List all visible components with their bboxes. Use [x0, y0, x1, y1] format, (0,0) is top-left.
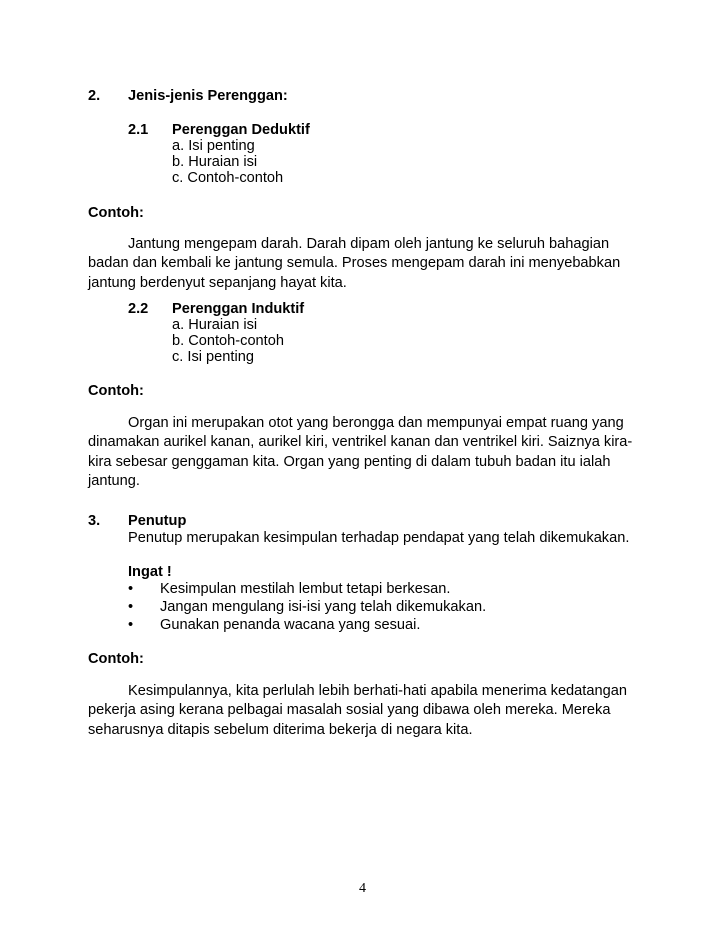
paragraph-line: Jantung mengepam darah. Darah dipam oleh jantung ke seluruh bahagian — [128, 236, 610, 252]
section-2-number: 2. — [88, 88, 101, 104]
example-label: Contoh: — [88, 383, 144, 399]
list-item: a. Isi penting — [172, 138, 255, 154]
section-3-title: Penutup — [128, 513, 187, 529]
paragraph-line: pekerja asing kerana pelbagai masalah sosial yang dibawa oleh mereka. Mereka — [88, 702, 611, 719]
subsection-2-2-number: 2.2 — [128, 301, 149, 317]
page-number: 4 — [359, 881, 366, 896]
example-label: Contoh: — [88, 205, 144, 221]
subsection-2-1-title: Perenggan Deduktif — [172, 122, 310, 138]
list-item: c. Contoh-contoh — [172, 170, 284, 186]
bullet: • — [128, 599, 134, 615]
bullet-item: Jangan mengulang isi-isi yang telah dikemukakan. — [160, 599, 487, 615]
bullet-item: Kesimpulan mestilah lembut tetapi berkesan. — [160, 581, 451, 597]
paragraph-line: jantung. — [88, 473, 140, 490]
list-item: b. Huraian isi — [172, 154, 258, 170]
paragraph-line: Kesimpulannya, kita perlulah lebih berhati-hati apabila menerima kedatangan — [128, 683, 627, 699]
reminder-title: Ingat ! — [128, 564, 172, 580]
list-item: a. Huraian isi — [172, 317, 258, 333]
paragraph-line: Organ ini merupakan otot yang berongga dan mempunyai empat ruang yang — [128, 415, 624, 431]
subsection-2-2-title: Perenggan Induktif — [172, 301, 305, 317]
bullet: • — [128, 617, 134, 633]
example-paragraph — [88, 235, 648, 293]
example-paragraph — [88, 414, 648, 492]
paragraph-line: dinamakan aurikel kanan, aurikel kiri, ventrikel kanan dan ventrikel kiri. Saiznya kira- — [88, 434, 633, 451]
example-label: Contoh: — [88, 651, 144, 667]
list-item: c. Isi penting — [172, 349, 254, 365]
subsection-2-1-number: 2.1 — [128, 122, 149, 138]
paragraph-line: jantung berdenyut sepanjang hayat kita. — [88, 274, 347, 291]
bullet-item: Gunakan penanda wacana yang sesuai. — [160, 617, 421, 633]
list-item: b. Contoh-contoh — [172, 333, 284, 349]
section-3-description: Penutup merupakan kesimpulan terhadap pendapat yang telah dikemukakan. — [128, 530, 630, 546]
example-paragraph — [88, 682, 648, 740]
section-3-number: 3. — [88, 513, 101, 529]
bullet: • — [128, 581, 134, 597]
paragraph-line: seharusnya ditapis sebelum diterima bekerja di negara kita. — [88, 721, 473, 738]
paragraph-line: badan dan kembali ke jantung semula. Proses mengepam darah ini menyebabkan — [88, 255, 621, 272]
section-2-title: Jenis-jenis Perenggan: — [128, 88, 288, 104]
paragraph-line: kira sebesar genggaman kita. Organ yang penting di dalam tubuh badan itu ialah — [88, 453, 611, 470]
